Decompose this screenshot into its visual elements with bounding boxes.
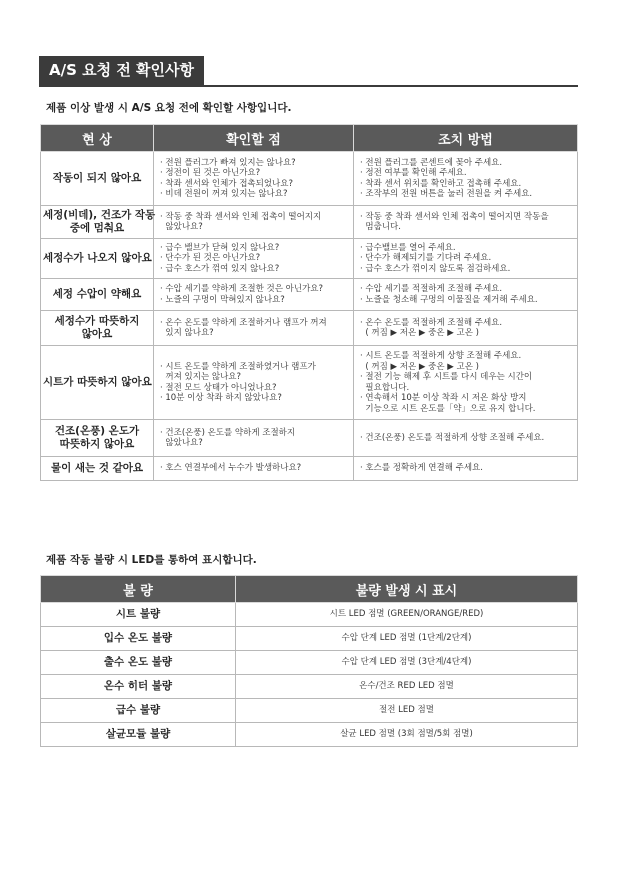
action-cell [354, 311, 578, 346]
fault-cell: 살균모듈 불량 [41, 723, 236, 747]
check-cell [154, 206, 354, 239]
check-cell-line: · 단수가 된 것은 아닌가요? [160, 253, 261, 264]
table-row [41, 699, 578, 723]
section2-heading: 제품 작동 불량 시 LED를 통하여 표시합니다. [46, 554, 257, 566]
action-cell-line: 필요합니다. [360, 382, 410, 393]
action-cell-line: · 단수가 해제되기를 기다려 주세요. [360, 253, 492, 264]
action-cell [354, 152, 578, 206]
table-row [41, 457, 578, 481]
check-cell-line: · 건조(온풍) 온도를 약하게 조절하지 [160, 427, 296, 438]
symptom-cell-line: 시트가 따뜻하지 않아요 [43, 376, 152, 388]
display-cell: 수압 단계 LED 점멸 (3단계/4단계) [236, 651, 578, 675]
action-cell-line: · 급수 호스가 꺾이지 않도록 점검하세요. [360, 263, 511, 274]
fault-cell: 출수 온도 불량 [41, 651, 236, 675]
check-cell-line: 않았나요? [160, 438, 203, 448]
action-cell-line: · 시트 온도를 적절하게 상향 조절해 주세요. [360, 351, 522, 361]
check-cell-line: · 급수 호스가 꺾여 있지 않나요? [160, 263, 280, 274]
table-row [41, 152, 578, 206]
table-row [41, 603, 578, 627]
check-cell-line: 꺼져 있지는 않나요? [160, 372, 242, 382]
column-header-display: 불량 발생 시 표시 [236, 576, 578, 603]
symptom-cell [41, 152, 154, 206]
action-cell [354, 420, 578, 457]
action-cell-line: · 노즐을 청소해 구멍의 이물질을 제거해 주세요. [360, 294, 538, 305]
action-cell-line: 멈춥니다. [360, 222, 401, 232]
column-header-check: 확인할 점 [154, 125, 354, 152]
check-cell [154, 279, 354, 311]
symptom-cell [41, 457, 154, 481]
action-cell-line: ( 꺼짐 ▶ 저온 ▶ 중온 ▶ 고온 ) [360, 361, 479, 372]
symptom-cell-line: 따뜻하지 않아요 [59, 438, 135, 450]
column-header-fault: 불 량 [41, 576, 236, 603]
check-cell-line: · 전원 플러그가 빠져 있지는 않나요? [160, 157, 296, 168]
table-row [41, 675, 578, 699]
table-row [41, 420, 578, 457]
action-cell-line: · 절전 기능 해제 후 시트를 다시 데우는 시간이 [360, 372, 533, 382]
symptom-cell [41, 239, 154, 279]
action-cell-line: · 온수 온도를 적절하게 조절해 주세요. [360, 317, 503, 328]
check-cell-line: · 10분 이상 착좌 하지 않았나요? [160, 393, 282, 403]
symptom-cell [41, 311, 154, 346]
table-row [41, 239, 578, 279]
symptom-cell [41, 279, 154, 311]
column-header-action: 조치 방법 [354, 125, 578, 152]
symptom-cell-line: 세정(비데), 건조가 작동 [43, 209, 156, 221]
display-cell: 살균 LED 점멸 (3회 점멸/5회 점멸) [236, 723, 578, 747]
check-cell-line: · 작동 중 착좌 센서와 인체 접촉이 떨어지지 [160, 211, 322, 222]
section1-heading: 제품 이상 발생 시 A/S 요청 전에 확인할 사항입니다. [46, 102, 292, 114]
check-cell-line: · 시트 온도를 약하게 조절하였거나 램프가 [160, 361, 316, 372]
symptom-cell-line: 중에 멈춰요 [69, 222, 125, 234]
symptom-cell-line: 건조(온풍) 온도가 [54, 425, 140, 437]
page-title: A/S 요청 전 확인사항 [39, 56, 204, 85]
table-row [41, 206, 578, 239]
troubleshooting-table [40, 124, 578, 481]
display-cell: 시트 LED 점멸 (GREEN/ORANGE/RED) [236, 603, 578, 627]
check-cell-line: · 호스 연결부에서 누수가 발생하나요? [160, 463, 302, 474]
check-cell [154, 152, 354, 206]
symptom-cell [41, 346, 154, 420]
check-cell [154, 239, 354, 279]
action-cell-line: · 호스를 정확하게 연결해 주세요. [360, 463, 483, 474]
symptom-cell [41, 206, 154, 239]
action-cell [354, 206, 578, 239]
check-cell-line: · 정전이 된 것은 아닌가요? [160, 168, 261, 178]
action-cell-line: · 연속해서 10분 이상 착좌 시 저온 화상 방지 [360, 393, 527, 403]
check-cell [154, 420, 354, 457]
check-cell-line: · 노즐의 구멍이 막혀있지 않나요? [160, 294, 285, 305]
display-cell: 수압 단계 LED 점멸 (1단계/2단계) [236, 627, 578, 651]
check-cell-line: · 비데 전원이 꺼져 있지는 않나요? [160, 189, 288, 199]
symptom-cell-line: 세정수가 따뜻하지 [54, 315, 140, 327]
action-cell [354, 279, 578, 311]
led-fault-table [40, 575, 578, 747]
action-cell-line: · 건조(온풍) 온도를 적절하게 상향 조절해 주세요. [360, 432, 545, 443]
check-cell-line: · 절전 모드 상태가 아니었나요? [160, 382, 277, 393]
check-cell [154, 346, 354, 420]
display-cell: 온수/건조 RED LED 점멸 [236, 675, 578, 699]
action-cell [354, 346, 578, 420]
column-header-symptom: 현 상 [41, 125, 154, 152]
fault-cell: 입수 온도 불량 [41, 627, 236, 651]
action-cell [354, 239, 578, 279]
action-cell-line: ( 꺼짐 ▶ 저온 ▶ 중온 ▶ 고온 ) [360, 328, 479, 338]
fault-cell: 급수 불량 [41, 699, 236, 723]
action-cell-line: 기능으로 시트 온도를「약」으로 유지 합니다. [360, 403, 536, 414]
symptom-cell-line: 세정 수압이 약해요 [52, 288, 142, 300]
symptom-cell-line: 작동이 되지 않아요 [52, 172, 142, 184]
table-row [41, 627, 578, 651]
check-cell-line: · 착좌 센서와 인체가 접촉되었나요? [160, 178, 293, 189]
table-row [41, 723, 578, 747]
symptom-cell-line: 않아요 [81, 328, 113, 340]
table-row [41, 346, 578, 420]
check-cell-line: · 급수 밸브가 닫혀 있지 않나요? [160, 242, 280, 253]
title-underline [39, 85, 578, 87]
check-cell-line: · 수압 세기를 약하게 조절한 것은 아닌가요? [160, 284, 324, 294]
action-cell-line: · 착좌 센서 위치를 확인하고 접촉해 주세요. [360, 178, 522, 189]
symptom-cell [41, 420, 154, 457]
table-row [41, 311, 578, 346]
action-cell [354, 457, 578, 481]
symptom-cell-line: 물이 새는 것 같아요 [50, 462, 144, 474]
action-cell-line: · 전원 플러그를 콘센트에 꽂아 주세요. [360, 157, 503, 168]
action-cell-line: · 조작부의 전원 버튼을 눌러 전원을 켜 주세요. [360, 189, 533, 199]
action-cell-line: · 작동 중 착좌 센서와 인체 접촉이 떨어지면 작동을 [360, 211, 549, 222]
fault-cell: 온수 히터 불량 [41, 675, 236, 699]
check-cell-line: 있지 않나요? [160, 328, 214, 338]
check-cell [154, 457, 354, 481]
check-cell [154, 311, 354, 346]
check-cell-line: 않았나요? [160, 222, 203, 232]
action-cell-line: · 급수밸브를 열어 주세요. [360, 242, 456, 253]
display-cell: 절전 LED 점멸 [236, 699, 578, 723]
action-cell-line: · 정전 여부를 확인해 주세요. [360, 168, 467, 178]
symptom-cell-line: 세정수가 나오지 않아요 [43, 252, 152, 264]
check-cell-line: · 온수 온도를 약하게 조절하거나 램프가 꺼져 [160, 317, 327, 328]
table-row [41, 279, 578, 311]
action-cell-line: · 수압 세기를 적절하게 조절해 주세요. [360, 284, 503, 294]
table-row [41, 651, 578, 675]
fault-cell: 시트 불량 [41, 603, 236, 627]
